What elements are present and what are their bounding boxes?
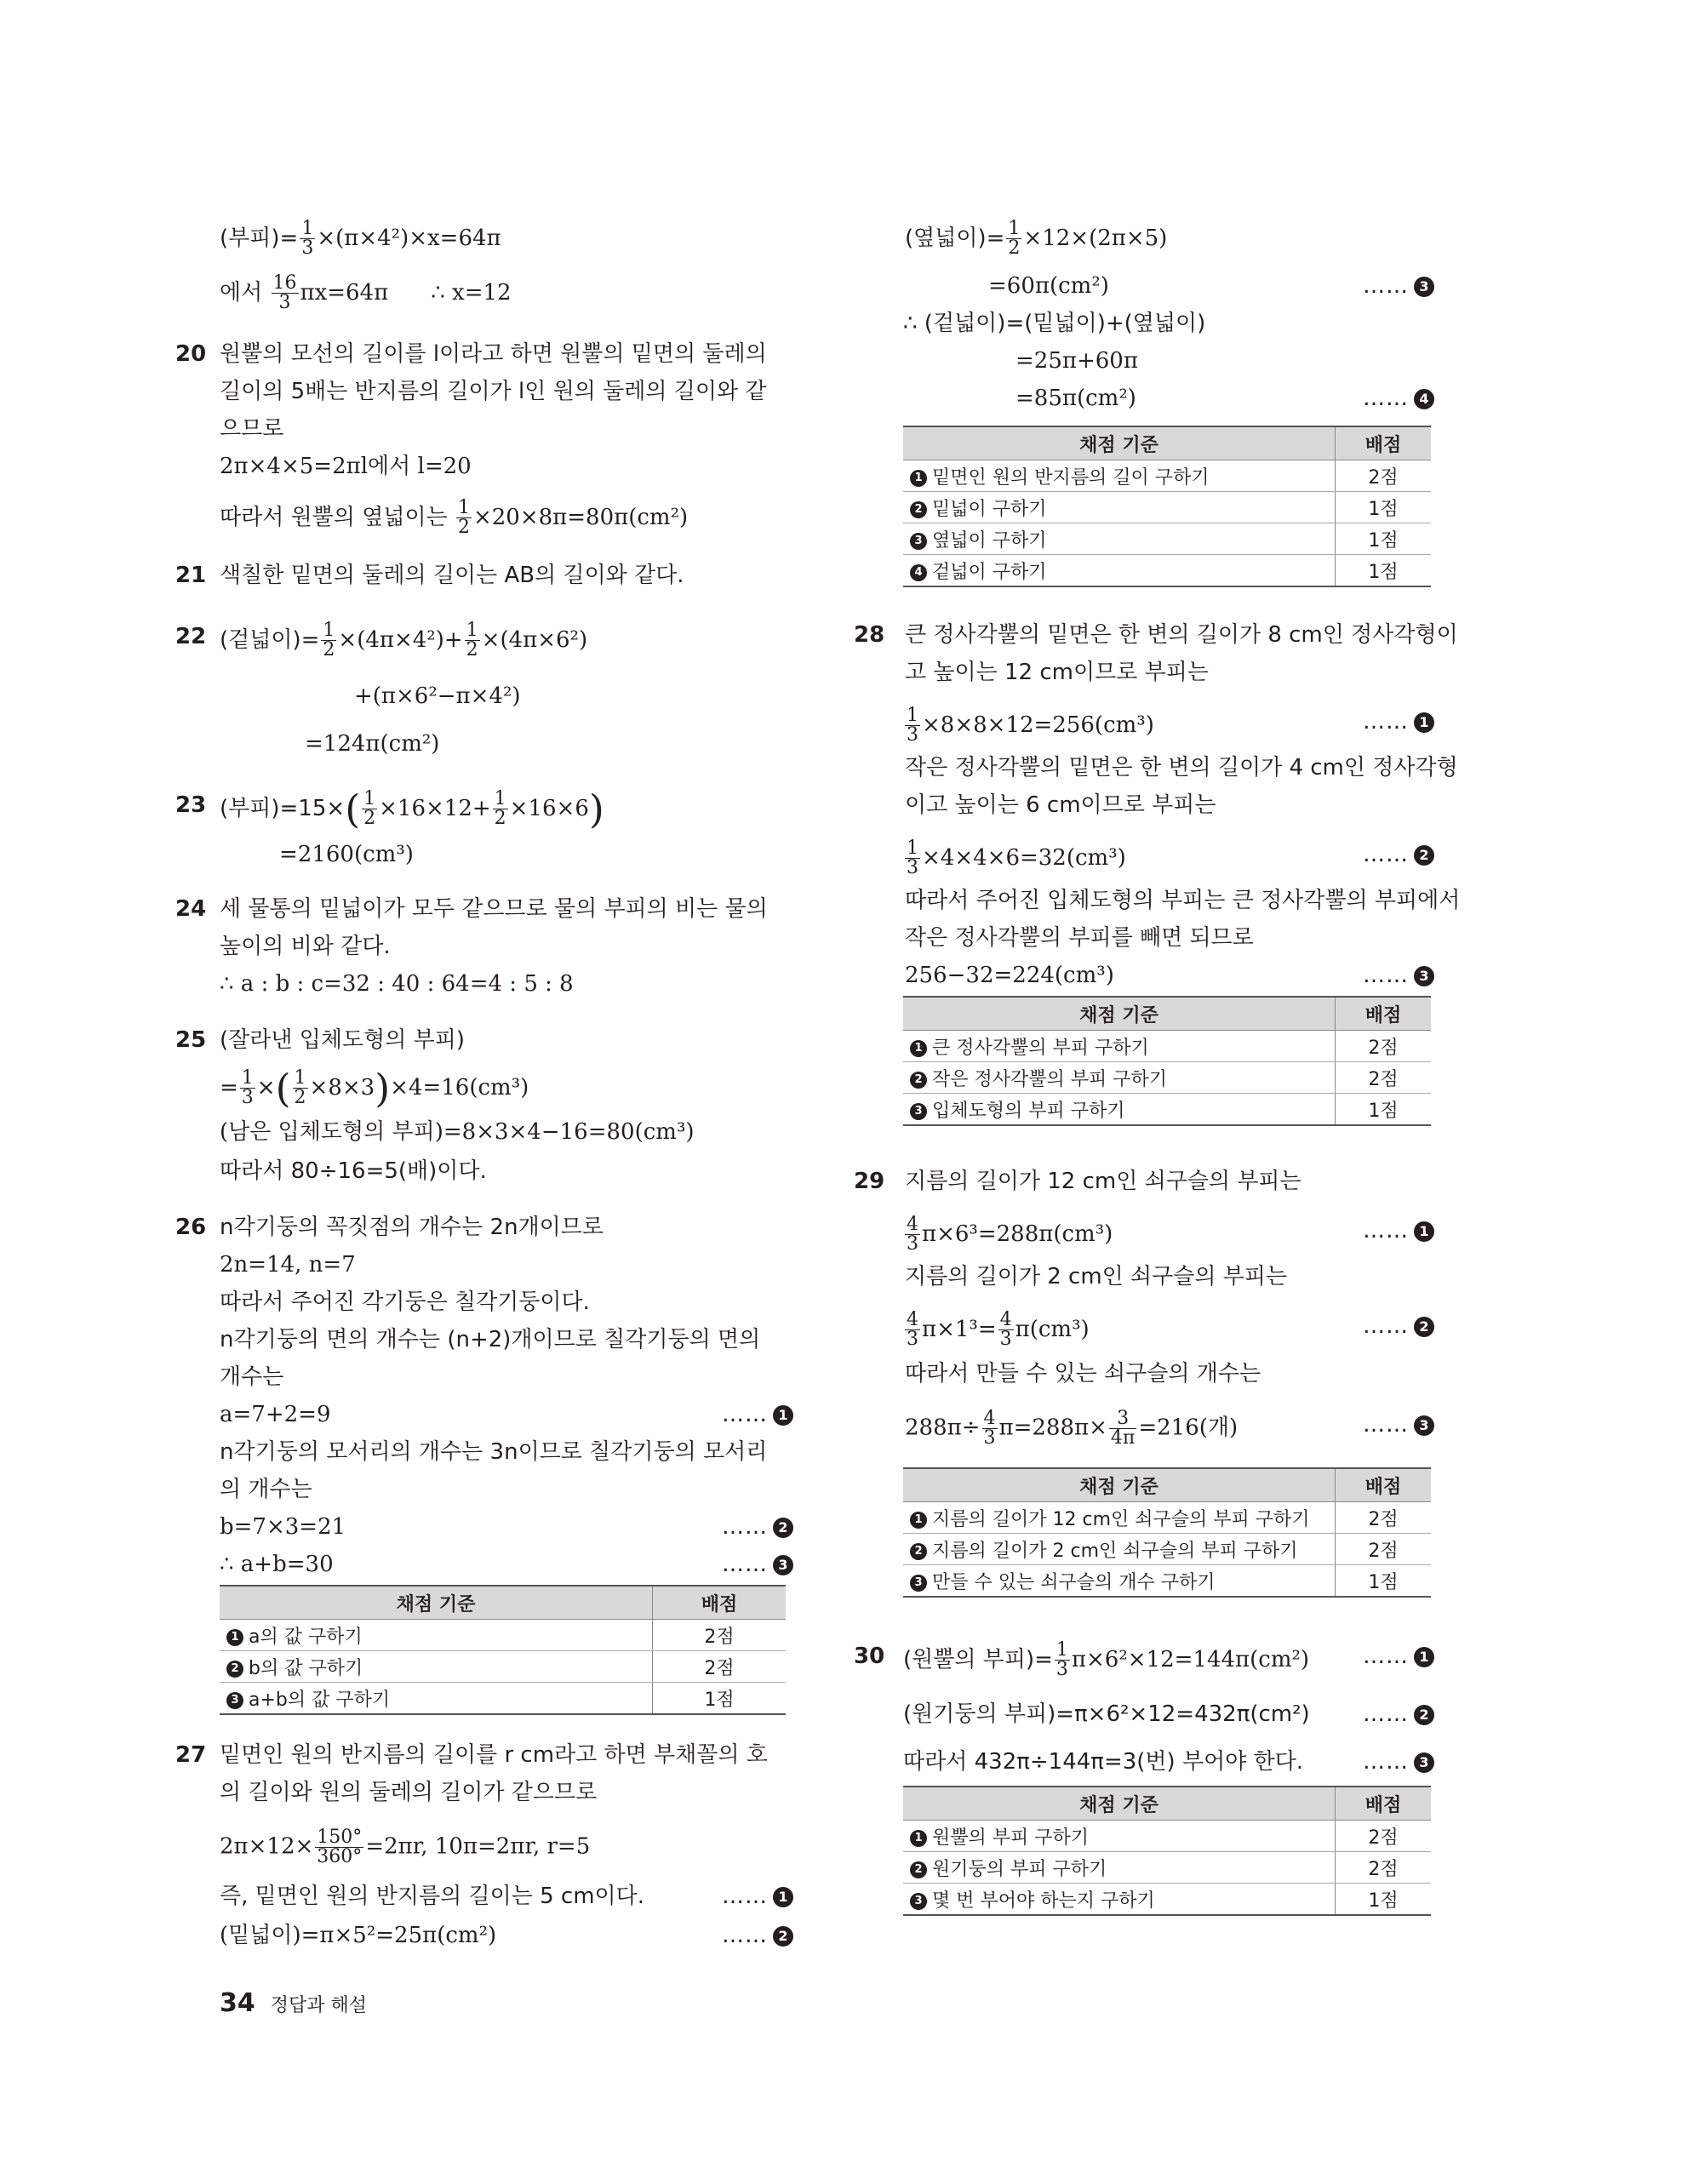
problem-number: 25 bbox=[175, 1027, 207, 1053]
p20-line-3: 으므로 bbox=[220, 416, 284, 442]
p22-line-1: 22 (겉넓이)= $\frac{1}{2}$ ×(4π×4²)+ $\frac{1}{2}$ ×(4π×6²) bbox=[175, 620, 588, 660]
table-header: 배점 bbox=[1336, 426, 1432, 460]
step-marker-3: …… 3 bbox=[1363, 960, 1434, 991]
problem-number: 27 bbox=[175, 1742, 207, 1768]
p27-line-5: (밑넓이)=π×5²=25π(cm²) bbox=[220, 1923, 497, 1948]
table-row: 2 b의 값 구하기 2점 bbox=[220, 1651, 786, 1683]
p27-line-6: (옆넓이)= $\frac{1}{2}$ ×12×(2π×5) bbox=[905, 218, 1168, 259]
step-marker-3: …… 3 bbox=[1363, 271, 1434, 301]
table-row: 2 지름의 길이가 2 cm인 쇠구슬의 부피 구하기 2점 bbox=[903, 1534, 1431, 1565]
p27-line-2: 의 길이와 원의 둘레의 길이가 같으므로 bbox=[220, 1780, 598, 1805]
fraction: $\frac{1}{3}$ bbox=[907, 705, 918, 746]
p26-line-6: a=7+2=9 bbox=[220, 1402, 331, 1427]
p28-line-9: 256−32=224(cm³) bbox=[905, 963, 1114, 988]
p23-line-2: =2160(cm³) bbox=[279, 842, 414, 867]
p19-text: (부피)= bbox=[220, 226, 299, 251]
p19-line-1 bbox=[220, 220, 501, 258]
fraction: $\frac{1}{2}$ bbox=[294, 1067, 306, 1108]
step-marker-2: …… 2 bbox=[722, 1512, 793, 1542]
table-header: 채점 기준 bbox=[220, 1586, 653, 1620]
fraction: $\frac{1}{2}$ bbox=[466, 620, 478, 660]
grading-table-27 bbox=[903, 426, 1431, 587]
step-marker-3: …… 3 bbox=[722, 1549, 793, 1580]
fraction: $\frac{1}{2}$ bbox=[1008, 218, 1021, 259]
table-row: 2 밑넓이 구하기 1점 bbox=[903, 492, 1431, 523]
table-header: 채점 기준 bbox=[903, 1787, 1336, 1821]
fraction: $\frac{4}{3}$ bbox=[983, 1408, 996, 1449]
fraction: $\frac{4}{3}$ bbox=[999, 1309, 1012, 1350]
fraction: $\frac{1}{2}$ bbox=[363, 788, 376, 829]
p28-line-5: 이고 높이는 6 cm이므로 부피는 bbox=[905, 792, 1216, 818]
table-header: 배점 bbox=[1336, 1787, 1432, 1821]
p20-line-2: 길이의 5배는 반지름의 길이가 l인 원의 둘레의 길이와 같 bbox=[220, 379, 767, 404]
p26-line-2: 2n=14, n=7 bbox=[220, 1252, 356, 1278]
p29-line-3: 지름의 길이가 2 cm인 쇠구슬의 부피는 bbox=[905, 1264, 1288, 1289]
p19-line-2 bbox=[220, 274, 512, 312]
table-header: 배점 bbox=[1336, 1468, 1432, 1502]
p20-line-1: 20 원뿔의 모선의 길이를 l이라고 하면 원뿔의 밑면의 둘레의 bbox=[220, 339, 767, 369]
page-number: 34 bbox=[220, 1988, 255, 2018]
table-row: 4 겉넓이 구하기 1점 bbox=[903, 555, 1431, 587]
p19-math: ×(π×4²)×x=64π bbox=[317, 226, 501, 251]
grading-table-26 bbox=[220, 1585, 786, 1715]
step-marker-1: …… 1 bbox=[722, 1399, 793, 1430]
step-marker-3: …… 3 bbox=[1363, 1747, 1434, 1777]
p24-line-3: ∴ a : b : c=32 : 40 : 64=4 : 5 : 8 bbox=[220, 971, 574, 997]
p25-line-1: 25 (잘라낸 입체도형의 부피) bbox=[220, 1025, 465, 1055]
page-footer bbox=[220, 1988, 367, 2018]
fraction: $\frac{1}{3}$ bbox=[241, 1067, 254, 1108]
p30-line-3: 따라서 432π÷144π=3(번) 부어야 한다. bbox=[903, 1749, 1304, 1775]
footer-title: 정답과 해설 bbox=[270, 1995, 368, 2016]
step-marker-1: …… 1 bbox=[1363, 1641, 1434, 1672]
table-header: 채점 기준 bbox=[903, 997, 1336, 1031]
p29-line-4: $\frac{4}{3}$ π×1³= $\frac{4}{3}$ π(cm³) bbox=[907, 1309, 1090, 1350]
p27-line-8: ∴ (겉넓이)=(밑넓이)+(옆넓이) bbox=[903, 311, 1206, 336]
p19-text: 에서 bbox=[220, 280, 270, 306]
p19-math: πx=64π bbox=[300, 280, 389, 306]
p26-line-1: 26 n각기둥의 꼭짓점의 개수는 2n개이므로 bbox=[220, 1212, 604, 1243]
fraction: $\frac{16}{3}$ bbox=[272, 272, 297, 313]
p27-line-1: 27 밑면인 원의 반지름의 길이를 r cm라고 하면 부채꼴의 호 bbox=[220, 1740, 768, 1770]
table-row: 1 큰 정사각뿔의 부피 구하기 2점 bbox=[903, 1031, 1431, 1062]
grading-table-30 bbox=[903, 1786, 1431, 1916]
fraction: $\frac{1}{2}$ bbox=[323, 620, 335, 660]
p28-line-2: 고 높이는 12 cm이므로 부피는 bbox=[905, 660, 1209, 685]
p21-line-1: 21 색칠한 밑면의 둘레의 길이는 AB의 길이와 같다. bbox=[220, 560, 684, 591]
p26-line-3: 따라서 주어진 각기둥은 칠각기둥이다. bbox=[220, 1289, 590, 1315]
table-row: 3 몇 번 부어야 하는지 구하기 1점 bbox=[903, 1884, 1431, 1916]
step-marker-2: …… 2 bbox=[1363, 1699, 1434, 1729]
p25-line-4: 따라서 80÷16=5(배)이다. bbox=[220, 1158, 487, 1184]
table-header: 배점 bbox=[653, 1586, 787, 1620]
p20-line-5: 따라서 원뿔의 옆넓이는 $\frac{1}{2}$ ×20×8π=80π(cm²) bbox=[220, 497, 689, 538]
problem-number: 24 bbox=[175, 896, 207, 922]
p26-line-7: n각기둥의 모서리의 개수는 3n이므로 칠각기둥의 모서리 bbox=[220, 1439, 768, 1465]
table-row: 3 a+b의 값 구하기 1점 bbox=[220, 1683, 786, 1715]
table-row: 1 a의 값 구하기 2점 bbox=[220, 1620, 786, 1651]
fraction: $\frac{1}{3}$ bbox=[907, 838, 918, 878]
step-marker-2: …… 2 bbox=[1363, 839, 1434, 870]
p28-line-8: 작은 정사각뿔의 부피를 빼면 되므로 bbox=[905, 925, 1254, 951]
p20-line-4: 2π×4×5=2πl에서 l=20 bbox=[220, 454, 472, 479]
p26-line-4: n각기둥의 면의 개수는 (n+2)개이므로 칠각기둥의 면의 bbox=[220, 1327, 761, 1352]
table-row: 1 밑면인 원의 반지름의 길이 구하기 2점 bbox=[903, 460, 1431, 492]
p28-line-3: $\frac{1}{3}$ ×8×8×12=256(cm³) bbox=[907, 705, 1154, 746]
fraction: $\frac{1}{3}$ bbox=[301, 218, 314, 259]
fraction: $\frac{1}{2}$ bbox=[457, 497, 470, 538]
fraction: $\frac{3}{4\pi}$ bbox=[1110, 1408, 1136, 1449]
table-row: 3 옆넓이 구하기 1점 bbox=[903, 523, 1431, 555]
p27-line-4: 즉, 밑면인 원의 반지름의 길이는 5 cm이다. bbox=[220, 1884, 645, 1909]
p24-line-2: 높이의 비와 같다. bbox=[220, 934, 391, 959]
p28-line-7: 따라서 주어진 입체도형의 부피는 큰 정사각뿔의 부피에서 bbox=[905, 888, 1461, 913]
p23-line-1: 23 (부피)=15×( $\frac{1}{2}$ ×16×12+ $\frac{1}{2}$ ×16×6) bbox=[175, 786, 604, 832]
p30-line-2: (원기둥의 부피)=π×6²×12=432π(cm²) bbox=[903, 1701, 1310, 1727]
p26-line-10: ∴ a+b=30 bbox=[220, 1552, 334, 1577]
p26-line-9: b=7×3=21 bbox=[220, 1514, 346, 1540]
fraction: $\frac{1}{2}$ bbox=[494, 788, 506, 829]
p28-line-1: 28 큰 정사각뿔의 밑면은 한 변의 길이가 8 cm인 정사각형이 bbox=[905, 620, 1458, 650]
fraction: $\frac{4}{3}$ bbox=[907, 1309, 918, 1350]
p27-line-9: =25π+60π bbox=[1015, 348, 1138, 374]
table-header: 채점 기준 bbox=[903, 426, 1336, 460]
p27-line-7: =60π(cm²) bbox=[988, 273, 1109, 299]
grading-table-28 bbox=[903, 996, 1431, 1126]
p27-line-10: =85π(cm²) bbox=[1015, 386, 1136, 411]
step-marker-3: …… 3 bbox=[1363, 1409, 1434, 1440]
grading-table-29 bbox=[903, 1467, 1431, 1598]
p30-line-1: 30 (원뿔의 부피)= $\frac{1}{3}$ π×6²×12=144π(cm²) bbox=[854, 1639, 1310, 1680]
problem-number: 23 bbox=[175, 792, 207, 818]
p26-line-5: 개수는 bbox=[220, 1364, 284, 1390]
table-row: 1 원뿔의 부피 구하기 2점 bbox=[903, 1821, 1431, 1852]
p27-line-3: 2π×12× $\frac{150^\circ}{360^\circ}$ =2πr, 10π=2πr, r=5 bbox=[220, 1827, 591, 1867]
p28-line-4: 작은 정사각뿔의 밑면은 한 변의 길이가 4 cm인 정사각형 bbox=[905, 755, 1458, 780]
p29-line-2: $\frac{4}{3}$ π×6³=288π(cm³) bbox=[907, 1214, 1113, 1255]
table-row: 3 입체도형의 부피 구하기 1점 bbox=[903, 1094, 1431, 1126]
problem-number: 30 bbox=[854, 1644, 885, 1669]
step-marker-2: …… 2 bbox=[1363, 1311, 1434, 1341]
p25-line-3: (남은 입체도형의 부피)=8×3×4−16=80(cm³) bbox=[220, 1119, 695, 1145]
fraction: $\frac{1}{3}$ bbox=[1056, 1639, 1068, 1680]
table-row: 3 만들 수 있는 쇠구슬의 개수 구하기 1점 bbox=[903, 1565, 1431, 1598]
table-header: 배점 bbox=[1336, 997, 1432, 1031]
p26-line-8: 의 개수는 bbox=[220, 1477, 312, 1502]
step-marker-1: …… 1 bbox=[722, 1881, 793, 1912]
p25-line-2: = $\frac{1}{3}$ ×( $\frac{1}{2}$ ×8×3)×4=16(cm³) bbox=[220, 1065, 529, 1112]
step-marker-1: …… 1 bbox=[1363, 1215, 1434, 1246]
problem-number: 22 bbox=[175, 624, 207, 649]
problem-number: 21 bbox=[175, 563, 207, 588]
p28-line-6: $\frac{1}{3}$ ×4×4×6=32(cm³) bbox=[907, 838, 1126, 878]
problem-number: 29 bbox=[854, 1169, 885, 1194]
problem-number: 28 bbox=[854, 622, 885, 648]
table-header: 채점 기준 bbox=[903, 1468, 1336, 1502]
p24-line-1: 24 세 물통의 밑넓이가 모두 같으므로 물의 부피의 비는 물의 bbox=[220, 894, 768, 924]
p29-line-6: 288π÷ $\frac{4}{3}$ π=288π× $\frac{3}{4\pi}$ =216(개) bbox=[905, 1408, 1239, 1449]
step-marker-4: …… 4 bbox=[1363, 383, 1434, 414]
fraction: $\frac{150^\circ}{360^\circ}$ bbox=[317, 1827, 363, 1867]
p22-line-3: =124π(cm²) bbox=[305, 731, 440, 757]
p29-line-5: 따라서 만들 수 있는 쇠구슬의 개수는 bbox=[905, 1361, 1262, 1386]
table-row: 2 작은 정사각뿔의 부피 구하기 2점 bbox=[903, 1062, 1431, 1094]
step-marker-2: …… 2 bbox=[722, 1920, 793, 1951]
problem-number: 26 bbox=[175, 1215, 207, 1240]
table-row: 2 원기둥의 부피 구하기 2점 bbox=[903, 1852, 1431, 1884]
p22-line-2: +(π×6²−π×4²) bbox=[354, 683, 521, 709]
fraction: $\frac{4}{3}$ bbox=[907, 1214, 918, 1255]
p19-math: ∴ x=12 bbox=[431, 280, 512, 306]
problem-number: 20 bbox=[175, 341, 207, 367]
table-row: 1 지름의 길이가 12 cm인 쇠구슬의 부피 구하기 2점 bbox=[903, 1502, 1431, 1534]
p29-line-1: 29 지름의 길이가 12 cm인 쇠구슬의 부피는 bbox=[905, 1166, 1302, 1197]
step-marker-1: …… 1 bbox=[1363, 706, 1434, 737]
